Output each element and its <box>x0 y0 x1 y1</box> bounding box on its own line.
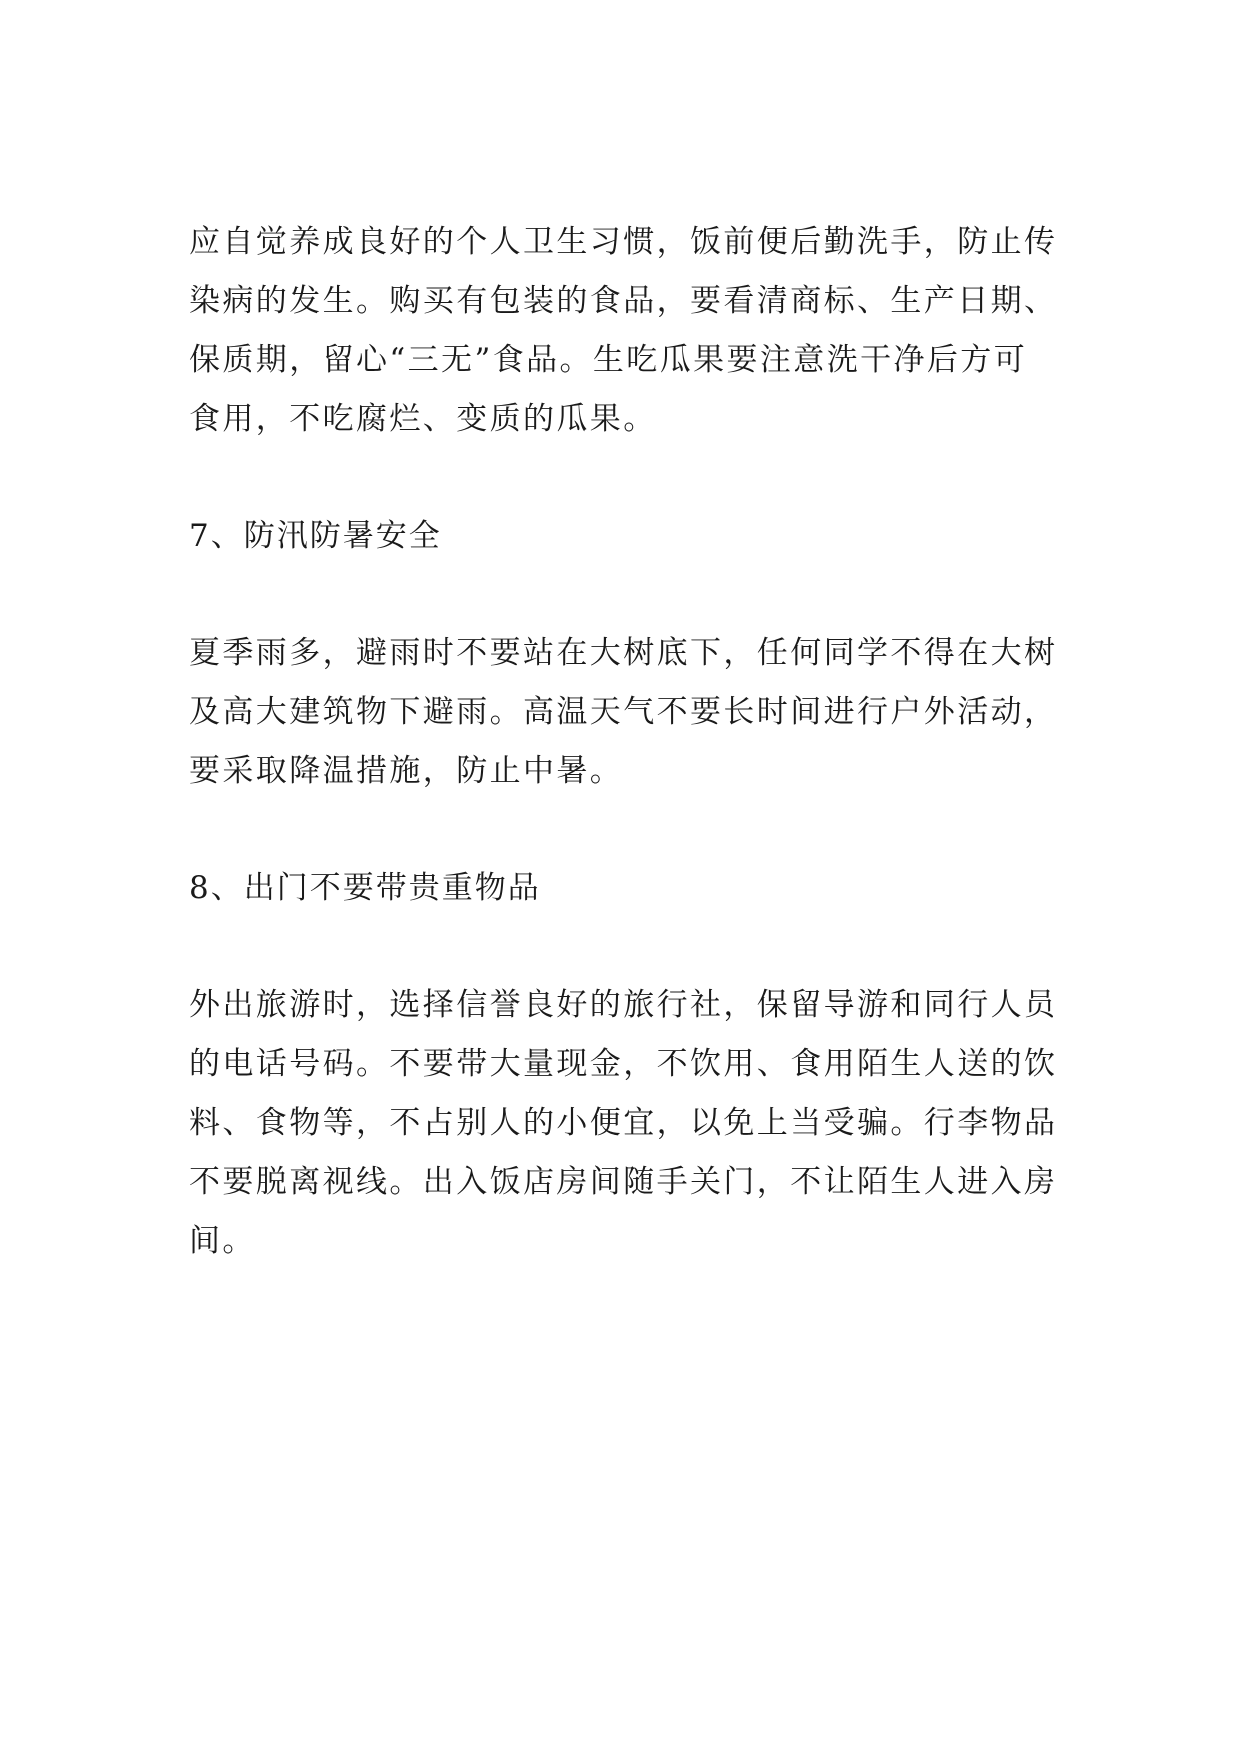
section-heading-8: 8、出门不要带贵重物品 <box>189 870 541 906</box>
paragraph-1-line-2: 染病的发生。购买有包装的食品，要看清商标、生产日期、 <box>189 283 1058 319</box>
paragraph-2-line-1: 夏季雨多，避雨时不要站在大树底下，任何同学不得在大树 <box>189 635 1058 671</box>
paragraph-3-line-3: 料、食物等，不占别人的小便宜，以免上当受骗。行李物品 <box>189 1105 1058 1141</box>
section-heading-7: 7、防汛防暑安全 <box>189 518 442 554</box>
paragraph-3-line-1: 外出旅游时，选择信誉良好的旅行社，保留导游和同行人员 <box>189 987 1058 1023</box>
paragraph-1-line-3: 保质期，留心“三无”食品。生吃瓜果要注意洗干净后方可 <box>189 342 1028 378</box>
paragraph-1-line-1: 应自觉养成良好的个人卫生习惯，饭前便后勤洗手，防止传 <box>189 224 1058 260</box>
paragraph-2-line-3: 要采取降温措施，防止中暑。 <box>189 753 624 789</box>
paragraph-3-line-4: 不要脱离视线。出入饭店房间随手关门，不让陌生人进入房 <box>189 1164 1058 1200</box>
paragraph-1-line-4: 食用，不吃腐烂、变质的瓜果。 <box>189 401 657 437</box>
paragraph-3-line-2: 的电话号码。不要带大量现金，不饮用、食用陌生人送的饮 <box>189 1046 1058 1082</box>
paragraph-2-line-2: 及高大建筑物下避雨。高温天气不要长时间进行户外活动， <box>189 694 1058 730</box>
paragraph-3-line-5: 间。 <box>189 1223 256 1259</box>
